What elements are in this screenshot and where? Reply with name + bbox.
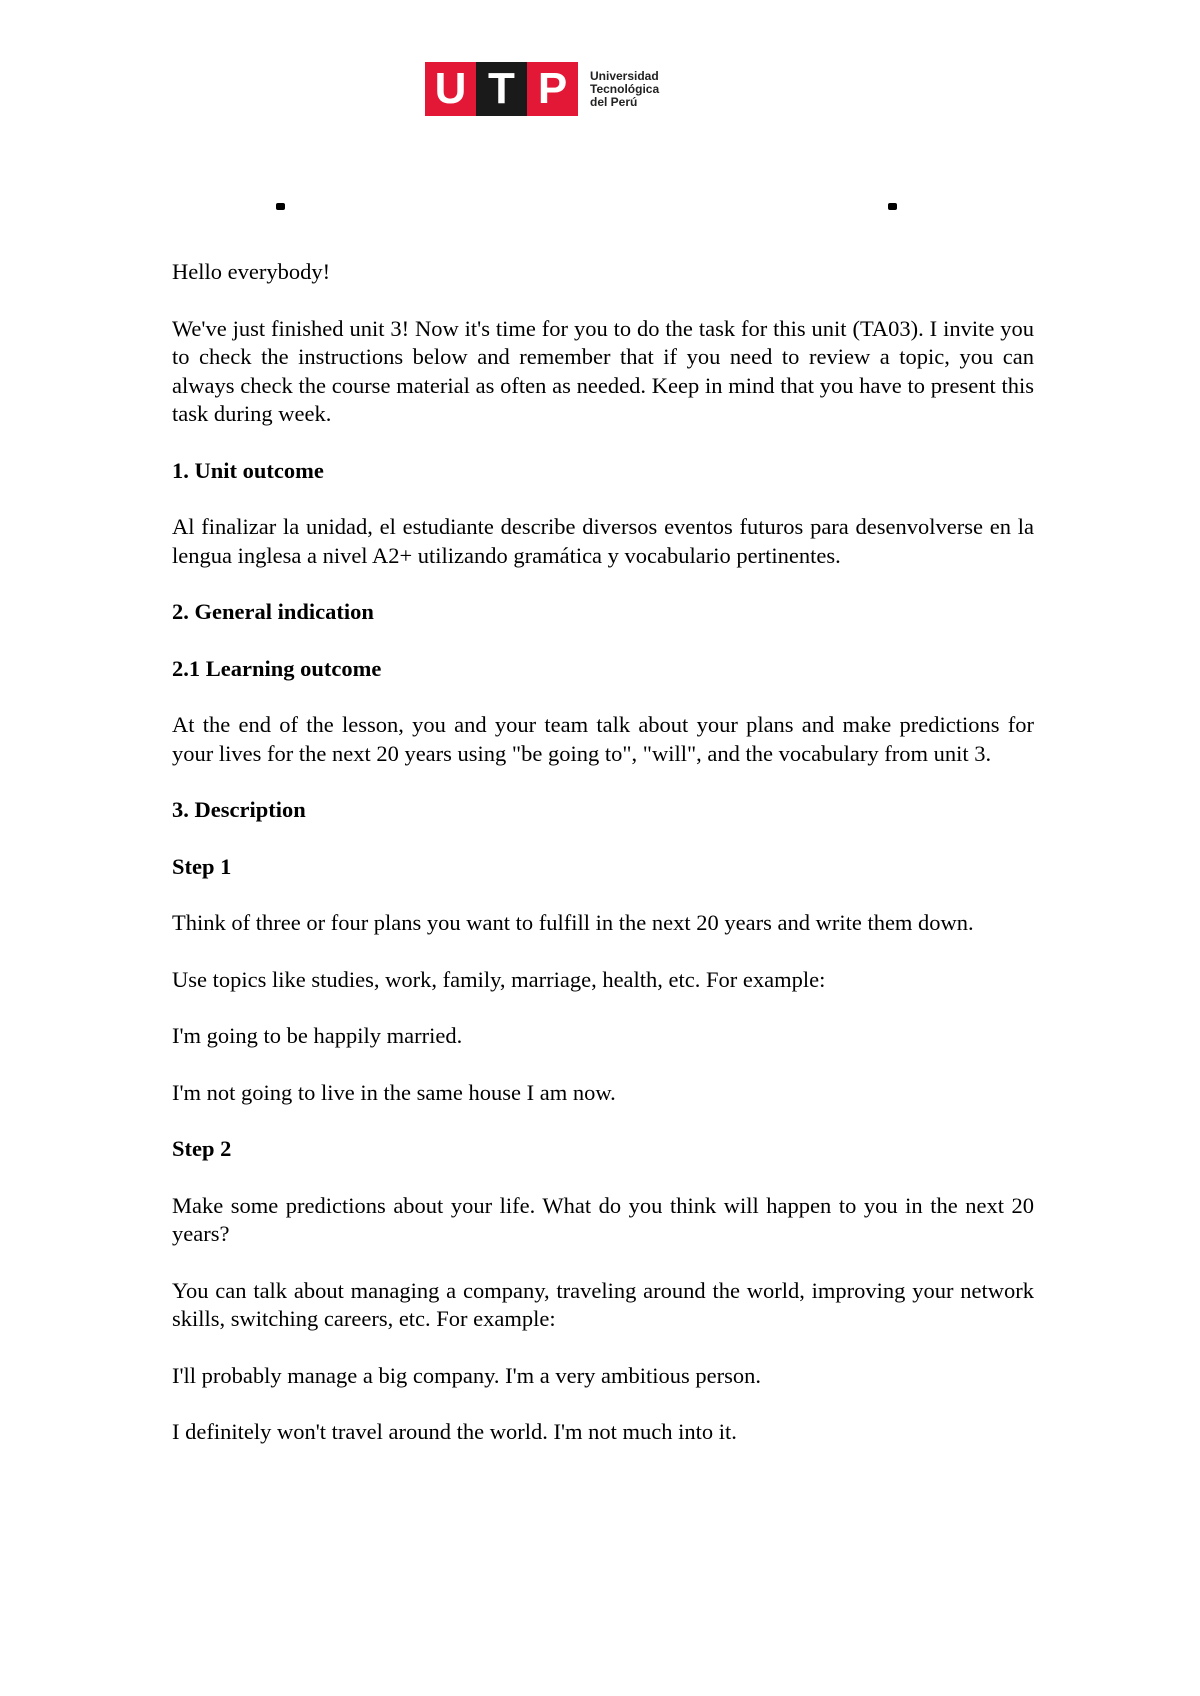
step1-example-1: I'm going to be happily married. (172, 1023, 463, 1048)
step1-paragraph: Think of three or four plans you want to fulfill in the next 20 years and write them down. (172, 910, 974, 935)
step2-heading: Step 2 (172, 1136, 232, 1161)
step2-example-2: I definitely won't travel around the world. I'm not much into it. (172, 1419, 737, 1444)
step2-topics: You can talk about managing a company, traveling around the world, improving your network skills, switching careers, etc. For example: (172, 1277, 1034, 1331)
step1-heading: Step 1 (172, 853, 232, 879)
logo-text-line2: Tecnológica (590, 81, 660, 96)
utp-logo-mark (425, 62, 578, 116)
header-mark-right (888, 203, 897, 210)
section2-heading: 2. General indication (172, 599, 374, 624)
logo-text-line3: del Perú (590, 94, 638, 109)
step1-example-2: I'm not going to live in the same house I am now. (172, 1079, 616, 1105)
logo-wordmark (590, 70, 659, 109)
logo-text-line1: Universidad (590, 68, 659, 83)
step2-paragraph: Make some predictions about your life. What do you think will happen to you in the next 20 years? (172, 1192, 1034, 1246)
logo-letter-u: U (425, 62, 476, 116)
section2-1-paragraph: At the end of the lesson, you and your team talk about your plans and make predictions for your lives for the next 20 years using "be going to", "will", and the vocabulary from unit 3. (172, 712, 1034, 766)
header-mark-left (276, 203, 285, 210)
greeting: Hello everybody! (172, 259, 331, 284)
logo-letter-t: T (476, 62, 527, 116)
section1-paragraph: Al finalizar la unidad, el estudiante describe diversos eventos futuros para desenvolverse en la lengua inglesa a nivel A2+ utilizando gramática y vocabulario pertinentes. (172, 514, 1034, 568)
step1-topics: Use topics like studies, work, family, marriage, health, etc. For example: (172, 966, 826, 992)
intro-paragraph: We've just finished unit 3! Now it's time for you to do the task for this unit (TA03). I invite you to check the instructions below and remember that if you need to review a topic, you can always check the course material as often as needed. Keep in mind that you have to present this task during week. (172, 315, 1034, 426)
document-body (172, 258, 1034, 1475)
utp-logo (425, 62, 659, 116)
section3-heading: 3. Description (172, 797, 306, 822)
logo-letter-p: P (527, 62, 578, 116)
section1-heading: 1. Unit outcome (172, 457, 324, 483)
section2-1-heading: 2.1 Learning outcome (172, 655, 382, 681)
step2-example-1: I'll probably manage a big company. I'm a very ambitious person. (172, 1362, 761, 1388)
